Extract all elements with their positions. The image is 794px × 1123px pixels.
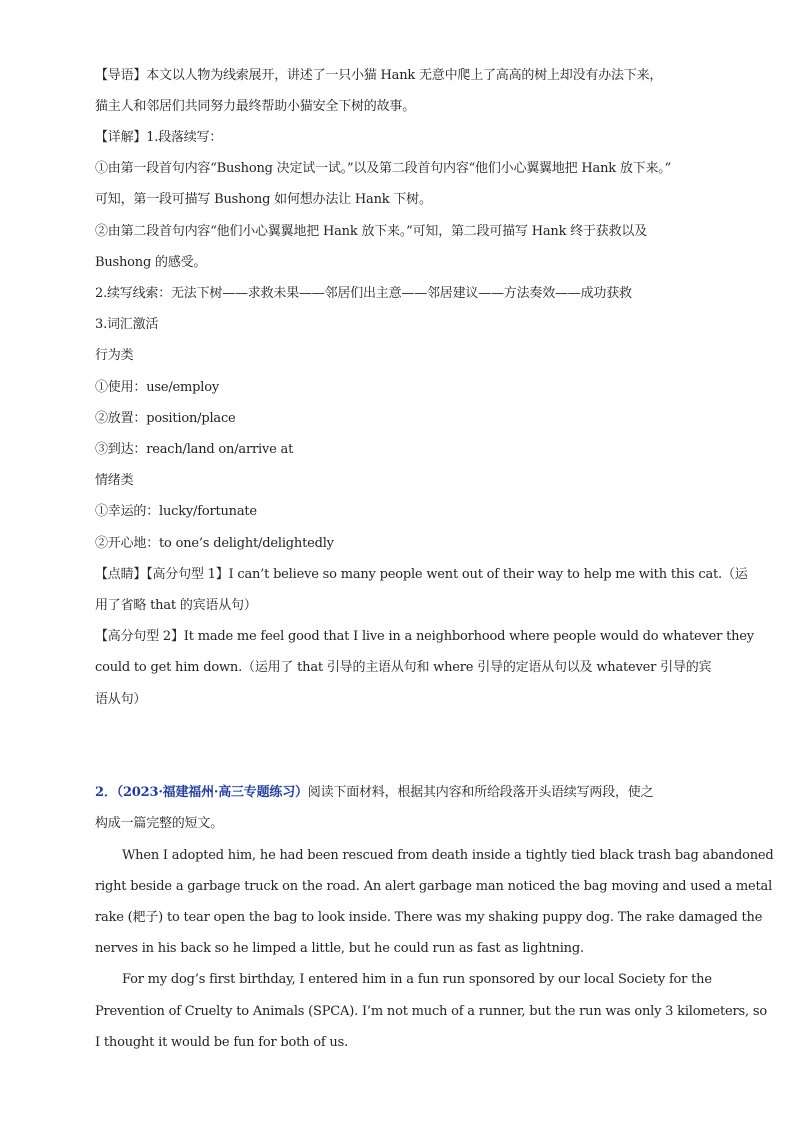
vocab-item: ①幸运的：lucky/fortunate (95, 504, 257, 519)
detail-heading: 【详解】1.段落续写： (95, 130, 223, 145)
question-number: 2． (95, 785, 117, 800)
question-instruction: 阅读下面材料，根据其内容和所给段落开头语续写两段，使之 (307, 785, 654, 800)
passage-line: nerves in his back so he limped a little, but he could run as fast as lightning. (95, 941, 584, 956)
passage-line: I thought it would be fun for both of us. (95, 1035, 349, 1050)
highlight-line: 用了省略 that 的宾语从句） (95, 598, 257, 613)
question-instruction-cont: 构成一篇完整的短文。 (95, 816, 224, 831)
detail-line: 可知，第一段可描写 Bushong 如何想办法让 Hank 下树。 (95, 192, 432, 207)
question-header (95, 783, 653, 803)
passage-line: For my dog’s first birthday, I entered him in a fun run sponsored by our local Society for the (122, 972, 712, 987)
vocab-item: ②开心地：to one’s delight/delightedly (95, 536, 334, 551)
highlight-line: 【高分句型 2】It made me feel good that I live in a neighborhood where people would do whatever they (95, 629, 754, 644)
intro-line: 【导语】本文以人物为线索展开，讲述了一只小猫 Hank 无意中爬上了高高的树上却没有办法下来， (95, 68, 663, 83)
passage-line: right beside a garbage truck on the road. An alert garbage man noticed the bag moving and used a metal (95, 879, 773, 894)
vocab-category: 情绪类 (95, 473, 134, 488)
detail-line: ②由第二段首句内容“他们小心翼翼地把 Hank 放下来。”可知，第二段可描写 Hank 终于获救以及 (95, 224, 647, 239)
question-source: （2023·福建福州·高三专题练习） (116, 785, 308, 800)
highlight-line: could to get him down.（运用了 that 引导的主语从句和 where 引导的定语从句以及 whatever 引导的宾 (95, 660, 712, 675)
clue-line: 2.续写线索：无法下树——求救未果——邻居们出主意——邻居建议——方法奏效——成功获救 (95, 286, 632, 301)
vocab-category: 行为类 (95, 348, 134, 363)
highlight-line: 语从句） (95, 692, 147, 707)
vocab-item: ②放置：position/place (95, 411, 236, 426)
passage-line: When I adopted him, he had been rescued from death inside a tightly tied black trash bag abandoned (122, 848, 774, 863)
passage-line: Prevention of Cruelty to Animals (SPCA). I’m not much of a runner, but the run was only 3 kilometers, so (95, 1004, 767, 1019)
vocab-item: ①使用：use/employ (95, 380, 219, 395)
detail-line: Bushong 的感受。 (95, 255, 207, 270)
detail-line: ①由第一段首句内容“Bushong 决定试一试。”以及第二段首句内容“他们小心翼翼地把 Hank 放下来。” (95, 161, 672, 176)
vocab-item: ③到达：reach/land on/arrive at (95, 442, 294, 457)
intro-line: 猫主人和邻居们共同努力最终帮助小猫安全下树的故事。 (95, 99, 416, 114)
passage-line: rake (耙子) to tear open the bag to look inside. There was my shaking puppy dog. The rake damaged the (95, 910, 763, 925)
vocab-heading: 3.词汇激活 (95, 317, 159, 332)
highlight-line: 【点睛】【高分句型 1】I can’t believe so many people went out of their way to help me with this cat.（运 (95, 567, 748, 582)
